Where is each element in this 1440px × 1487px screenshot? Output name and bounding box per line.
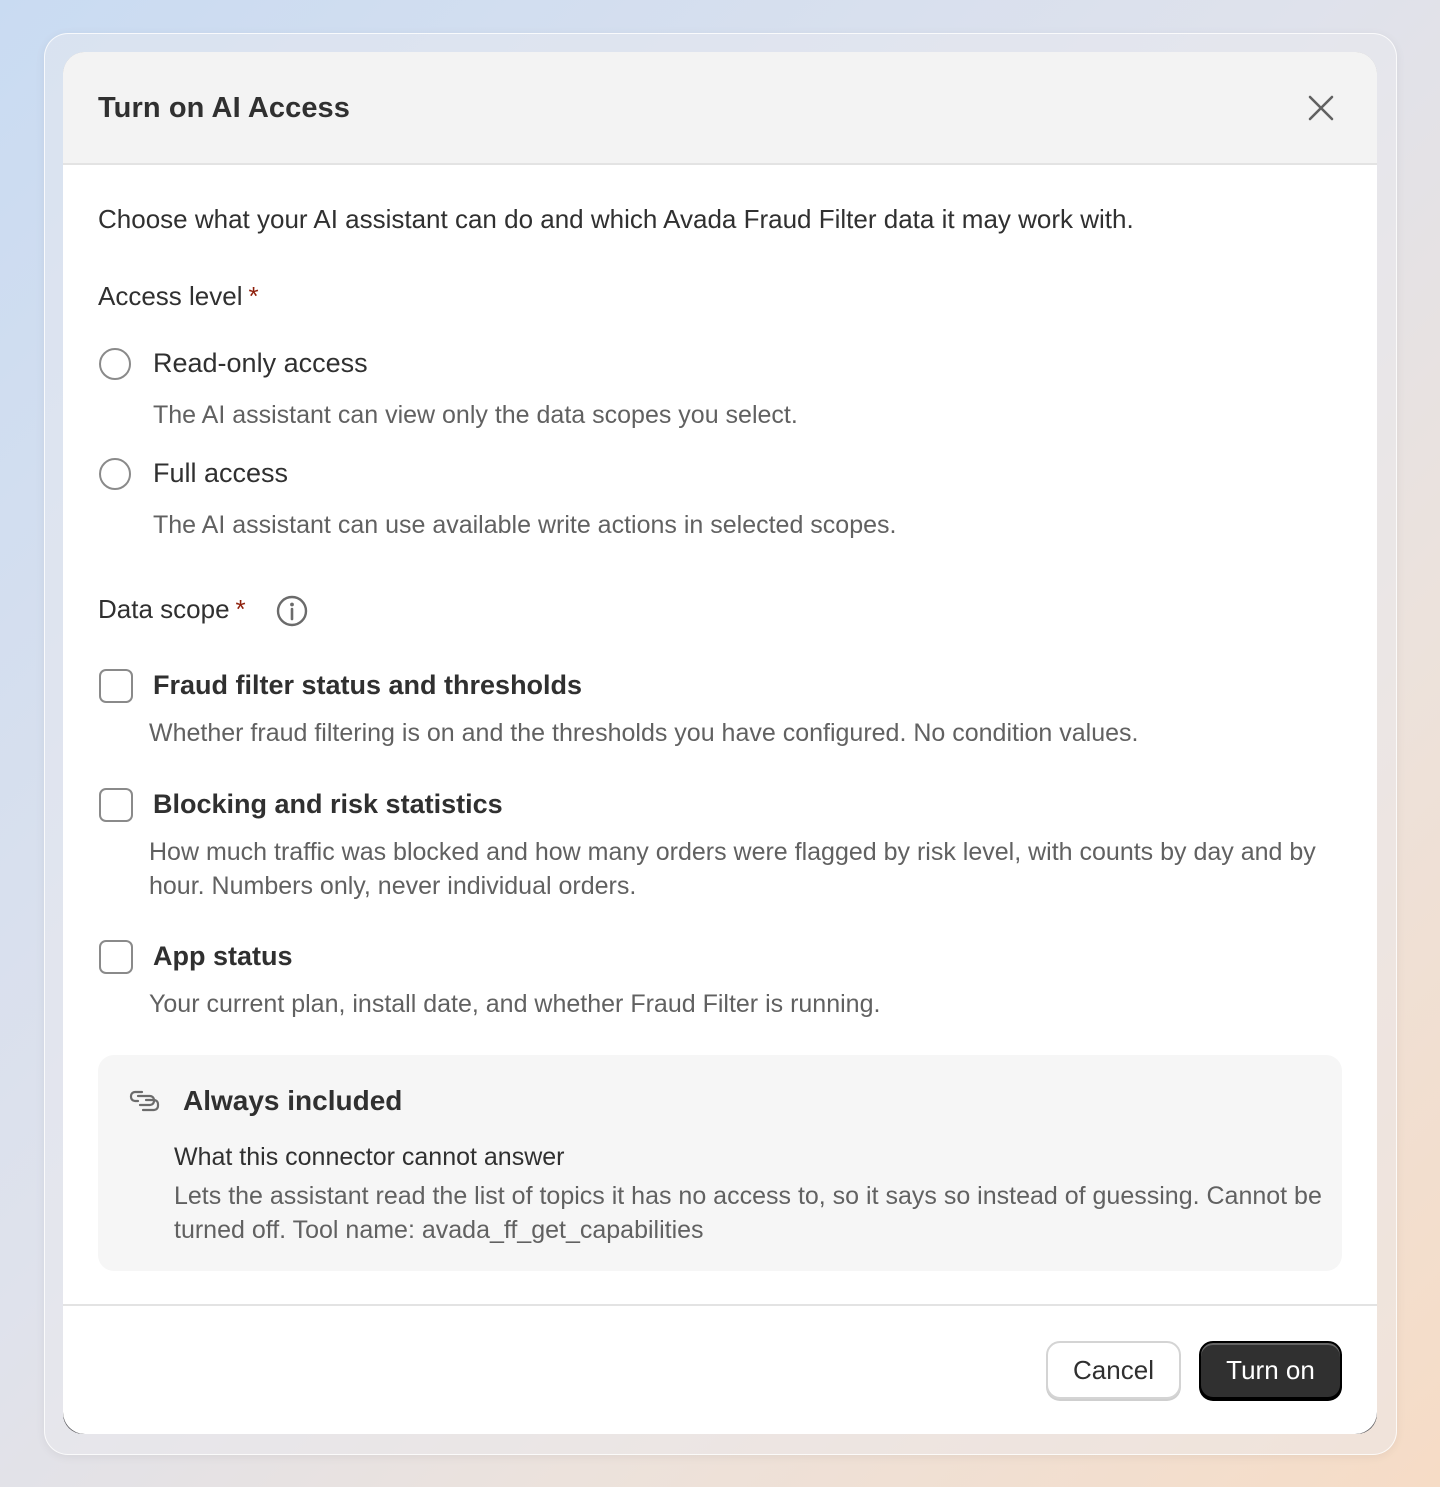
always-included-title: Always included bbox=[183, 1085, 403, 1116]
checkbox-app-status-help: Your current plan, install date, and whether Fraud Filter is running. bbox=[149, 990, 881, 1018]
close-icon bbox=[1303, 90, 1339, 126]
modal-title: Turn on AI Access bbox=[98, 92, 351, 124]
checkbox-blocking-risk-stats-label[interactable]: Blocking and risk statistics bbox=[153, 789, 503, 819]
radio-full-access-help: The AI assistant can use available write actions in selected scopes. bbox=[153, 511, 897, 539]
close-button[interactable] bbox=[1303, 90, 1339, 126]
checkbox-blocking-risk-stats-help: How much traffic was blocked and how many orders were flagged by risk level, with counts by day and by hour. Numbers only, never individual orders. bbox=[149, 838, 1316, 900]
checkbox-fraud-filter-status-label[interactable]: Fraud filter status and thresholds bbox=[153, 670, 583, 700]
access-level-label: Access level * bbox=[98, 281, 259, 311]
cancel-button[interactable]: Cancel bbox=[1046, 1341, 1181, 1399]
checkbox-fraud-filter-status-help: Whether fraud filtering is on and the thresholds you have configured. No condition values. bbox=[149, 719, 1139, 747]
checkbox-blocking-risk-stats[interactable] bbox=[99, 788, 133, 822]
radio-read-only-help: The AI assistant can view only the data scopes you select. bbox=[153, 401, 798, 429]
radio-full-access-label[interactable]: Full access bbox=[153, 458, 289, 488]
modal-header bbox=[63, 52, 1377, 165]
checkbox-app-status[interactable] bbox=[99, 940, 133, 974]
checkbox-fraud-filter-status[interactable] bbox=[99, 669, 133, 703]
required-mark: * bbox=[248, 281, 259, 311]
ai-access-modal bbox=[63, 52, 1377, 1434]
checkbox-app-status-label[interactable]: App status bbox=[153, 941, 293, 971]
data-scope-label: Data scope * bbox=[98, 594, 246, 624]
info-icon[interactable] bbox=[275, 594, 309, 628]
modal-intro: Choose what your AI assistant can do and which Avada Fraud Filter data it may work with. bbox=[98, 204, 1134, 234]
radio-read-only[interactable] bbox=[99, 348, 131, 380]
link-icon bbox=[128, 1084, 162, 1118]
always-included-subtitle: What this connector cannot answer bbox=[174, 1143, 565, 1171]
turn-on-button[interactable]: Turn on bbox=[1199, 1341, 1342, 1399]
always-included-description: Lets the assistant read the list of topics it has no access to, so it says so instead of guessing. Cannot be turned off. Tool name: avada_ff_get_capabilities bbox=[174, 1182, 1322, 1244]
radio-read-only-label[interactable]: Read-only access bbox=[153, 348, 368, 378]
always-included-card bbox=[98, 1055, 1342, 1271]
footer-divider bbox=[63, 1304, 1377, 1306]
required-mark: * bbox=[235, 594, 246, 624]
radio-full-access[interactable] bbox=[99, 458, 131, 490]
